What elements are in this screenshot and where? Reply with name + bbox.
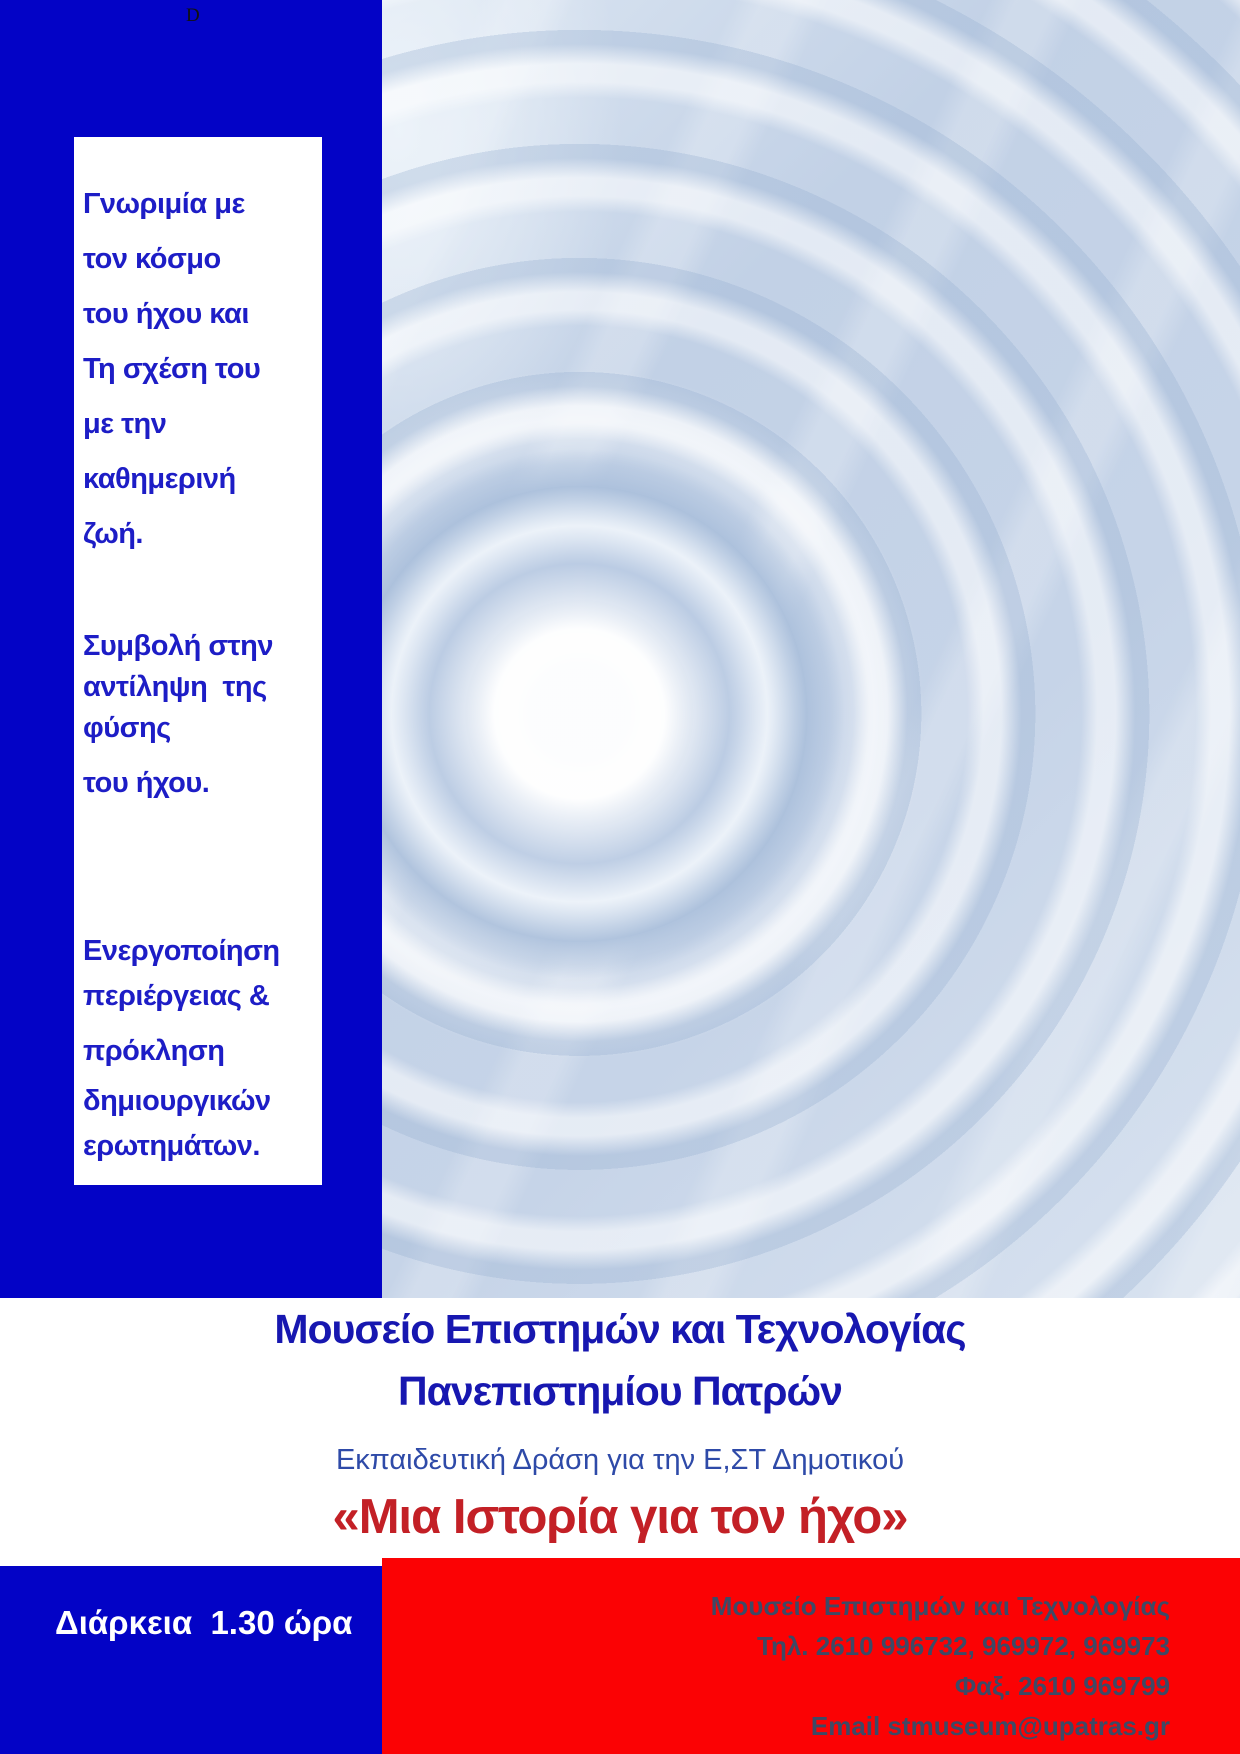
key-point-paragraph — [83, 929, 318, 1169]
footer-blue-band — [0, 1566, 382, 1754]
key-points-box — [74, 137, 322, 1185]
box-line: περιέργειας & — [83, 980, 270, 1012]
contact-line: Μουσείο Επιστημών και Τεχνολογίας — [710, 1591, 1170, 1621]
box-line: καθημερινή — [83, 463, 236, 495]
event-title: «Μια Ιστορία για τον ήχο» — [332, 1490, 908, 1544]
box-line: Συμβολή στην — [83, 630, 273, 662]
contact-line: Φαξ. 2610 969799 — [954, 1671, 1170, 1701]
box-line: ζωή. — [83, 518, 143, 550]
box-line: του ήχου και — [83, 298, 249, 330]
contact-line: Email stmuseum@upatras.gr — [810, 1711, 1170, 1741]
museum-title-line1: Μουσείο Επιστημών και Τεχνολογίας — [274, 1306, 966, 1352]
water-ripple-image — [382, 0, 1240, 1298]
box-line: του ήχου. — [83, 767, 210, 799]
box-line: Γνωριμία με — [83, 188, 245, 220]
box-line: φύσης — [83, 712, 171, 744]
box-line: Ενεργοποίηση — [83, 935, 280, 967]
contact-line: Τηλ. 2610 996732, 969972, 969973 — [757, 1631, 1170, 1661]
box-line: αντίληψη της — [83, 671, 267, 703]
contact-block — [711, 1586, 1170, 1746]
activity-subtitle: Εκπαιδευτική Δράση για την Ε,ΣΤ Δημοτικού — [335, 1444, 905, 1476]
stray-character: D — [186, 5, 200, 26]
title-block — [0, 1298, 1240, 1548]
duration-label: Διάρκεια 1.30 ώρα — [55, 1604, 353, 1641]
box-line: δημιουργικών — [83, 1085, 271, 1117]
box-line: με την — [83, 408, 167, 440]
key-point-paragraph — [83, 626, 318, 804]
box-line: πρόκληση — [83, 1035, 225, 1067]
left-blue-panel — [0, 0, 382, 1298]
box-line: Τη σχέση του — [83, 353, 261, 385]
museum-title-line2: Πανεπιστημίου Πατρών — [398, 1368, 842, 1414]
key-point-paragraph — [83, 177, 318, 562]
box-line: τον κόσμο — [83, 243, 221, 275]
box-line: ερωτημάτων. — [83, 1130, 260, 1162]
